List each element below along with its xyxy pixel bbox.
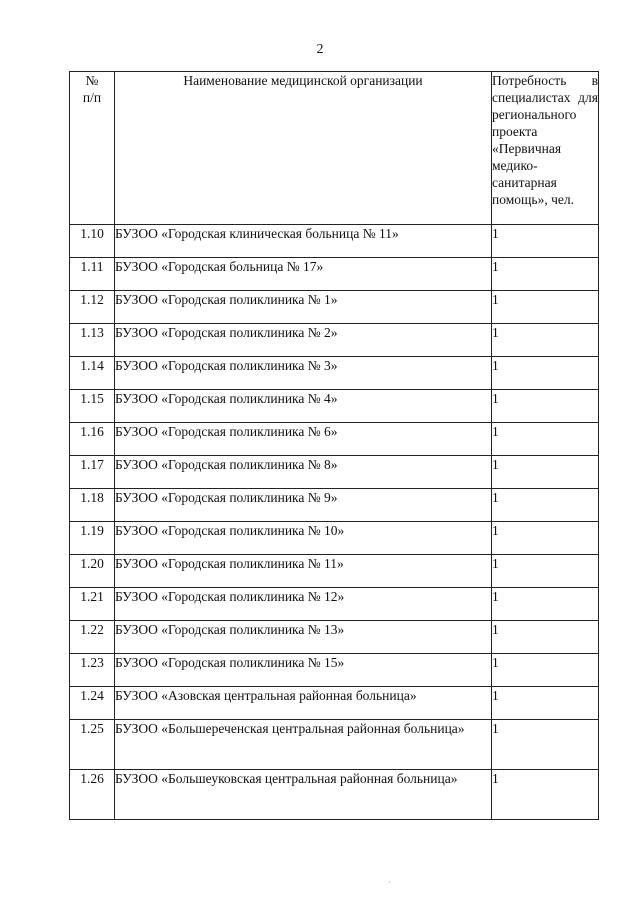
row-number: 1.13: [70, 324, 115, 357]
row-organization-name: БУЗОО «Городская поликлиника № 13»: [115, 621, 492, 654]
table-row: [70, 456, 599, 489]
row-specialist-count: 1: [492, 687, 599, 720]
header-number-text: № п/п: [82, 73, 102, 105]
row-organization-name: БУЗОО «Городская поликлиника № 9»: [115, 489, 492, 522]
row-specialist-count: 1: [492, 456, 599, 489]
row-specialist-count: 1: [492, 225, 599, 258]
row-number: 1.26: [70, 770, 115, 820]
table-row: [70, 357, 599, 390]
row-specialist-count: 1: [492, 489, 599, 522]
row-number: 1.25: [70, 720, 115, 770]
row-organization-name: БУЗОО «Городская поликлиника № 8»: [115, 456, 492, 489]
table-row: [70, 522, 599, 555]
row-organization-name: БУЗОО «Азовская центральная районная больница»: [115, 687, 492, 720]
row-specialist-count: 1: [492, 720, 599, 770]
row-number: 1.18: [70, 489, 115, 522]
table-row: [70, 720, 599, 770]
header-specialist-need-text: Потребность в специалистах для регионального проекта «Первичная медико-санитарная помощь», чел.: [492, 73, 598, 207]
row-number: 1.19: [70, 522, 115, 555]
row-organization-name: БУЗОО «Городская больница № 17»: [115, 258, 492, 291]
table-row: [70, 291, 599, 324]
row-number: 1.24: [70, 687, 115, 720]
header-specialist-need: [492, 72, 599, 225]
staffing-table: [69, 71, 599, 820]
row-specialist-count: 1: [492, 621, 599, 654]
row-specialist-count: 1: [492, 324, 599, 357]
row-specialist-count: 1: [492, 258, 599, 291]
row-organization-name: БУЗОО «Большеуковская центральная районная больница»: [115, 770, 492, 820]
table-row: [70, 258, 599, 291]
row-number: 1.20: [70, 555, 115, 588]
row-organization-name: БУЗОО «Городская поликлиника № 15»: [115, 654, 492, 687]
row-organization-name: БУЗОО «Городская поликлиника № 12»: [115, 588, 492, 621]
row-organization-name: БУЗОО «Городская поликлиника № 2»: [115, 324, 492, 357]
row-number: 1.21: [70, 588, 115, 621]
row-number: 1.11: [70, 258, 115, 291]
row-specialist-count: 1: [492, 390, 599, 423]
scan-speck: ·: [388, 878, 391, 887]
table-row: [70, 555, 599, 588]
row-organization-name: БУЗОО «Городская поликлиника № 6»: [115, 423, 492, 456]
row-specialist-count: 1: [492, 654, 599, 687]
table-row: [70, 423, 599, 456]
header-organization-name-text: Наименование медицинской организации: [183, 73, 423, 88]
row-number: 1.17: [70, 456, 115, 489]
table-row: [70, 324, 599, 357]
row-number: 1.22: [70, 621, 115, 654]
table-row: [70, 588, 599, 621]
row-organization-name: БУЗОО «Городская поликлиника № 10»: [115, 522, 492, 555]
table-row: [70, 687, 599, 720]
table-row: [70, 390, 599, 423]
row-number: 1.16: [70, 423, 115, 456]
row-organization-name: БУЗОО «Большереченская центральная районная больница»: [115, 720, 492, 770]
header-organization-name: [115, 72, 492, 225]
row-specialist-count: 1: [492, 423, 599, 456]
row-specialist-count: 1: [492, 291, 599, 324]
row-organization-name: БУЗОО «Городская поликлиника № 1»: [115, 291, 492, 324]
row-specialist-count: 1: [492, 555, 599, 588]
table-row: [70, 489, 599, 522]
row-specialist-count: 1: [492, 357, 599, 390]
table-header-row: [70, 72, 599, 225]
table-row: [70, 654, 599, 687]
table-row: [70, 770, 599, 820]
row-organization-name: БУЗОО «Городская клиническая больница № 11»: [115, 225, 492, 258]
row-organization-name: БУЗОО «Городская поликлиника № 3»: [115, 357, 492, 390]
header-number: [70, 72, 115, 225]
row-specialist-count: 1: [492, 588, 599, 621]
row-number: 1.23: [70, 654, 115, 687]
row-specialist-count: 1: [492, 770, 599, 820]
row-specialist-count: 1: [492, 522, 599, 555]
page-number: 2: [316, 42, 324, 57]
table-body: [70, 225, 599, 820]
table-row: [70, 225, 599, 258]
row-number: 1.14: [70, 357, 115, 390]
row-organization-name: БУЗОО «Городская поликлиника № 11»: [115, 555, 492, 588]
row-number: 1.12: [70, 291, 115, 324]
row-number: 1.10: [70, 225, 115, 258]
row-organization-name: БУЗОО «Городская поликлиника № 4»: [115, 390, 492, 423]
table-row: [70, 621, 599, 654]
row-number: 1.15: [70, 390, 115, 423]
